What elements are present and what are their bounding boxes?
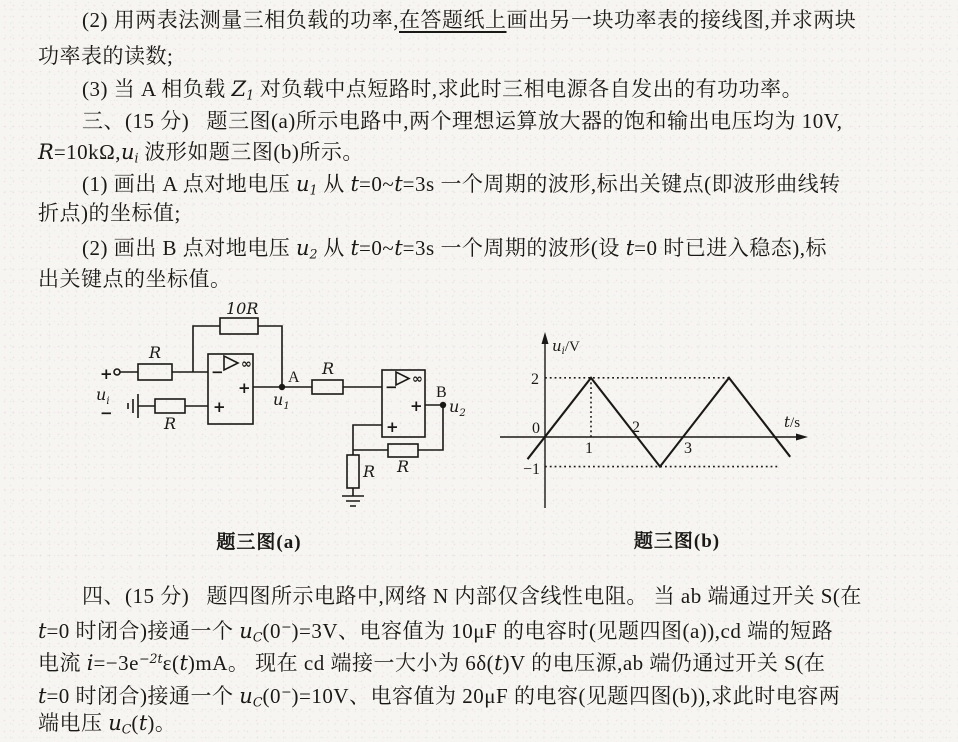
text-line-problem4-l3: 电流 $i=-3e^{-2t}\varepsilon(t)mA$。 现在 cd 端接一大小为 6δ(t)V 的电压源,ab 端仍通过开关 S(在 bbox=[38, 650, 826, 675]
text-line-p3-q2b: 出关键点的坐标值。 bbox=[38, 267, 232, 291]
resistor-feedback-2-label: R bbox=[397, 457, 410, 476]
u2-label: $u_2$ bbox=[449, 397, 466, 419]
input-plus-sign: + bbox=[100, 365, 113, 383]
node-a-label: A bbox=[288, 369, 300, 386]
opamp-2-infinity: ∞ bbox=[412, 372, 423, 387]
tick-y-neg1: −1 bbox=[522, 461, 540, 478]
tick-x-2: 2 bbox=[632, 419, 640, 436]
opamp-1 bbox=[208, 354, 253, 424]
opamp-2-plus-in: + bbox=[386, 418, 399, 436]
y-axis-label: ui/V bbox=[552, 337, 580, 357]
resistor-input-top-label: R bbox=[149, 343, 162, 362]
circuit-a-svg bbox=[60, 300, 480, 530]
opamp-1-plus-in: + bbox=[213, 398, 226, 416]
text-line-p3-q1b: 折点)的坐标值; bbox=[38, 201, 181, 225]
input-terminal-circle bbox=[114, 369, 120, 375]
resistor-feedback-10R bbox=[220, 318, 258, 334]
opamp-2 bbox=[382, 370, 425, 437]
x-axis-label: t/s bbox=[784, 413, 801, 431]
resistor-to-ground bbox=[347, 455, 359, 488]
input-ground-icon bbox=[128, 394, 138, 418]
resistor-to-ground-label: R bbox=[363, 462, 376, 481]
text-line-problem3-cont: R=10kΩ,ui 波形如题三图(b)所示。 bbox=[38, 140, 364, 166]
text-line-q2b: 功率表的读数; bbox=[38, 44, 174, 68]
caption-figure-a: 题三图(a) bbox=[216, 532, 302, 553]
resistor-feedback-2 bbox=[388, 444, 418, 457]
tick-y-0: 0 bbox=[532, 420, 540, 437]
opamp-1-infinity: ∞ bbox=[241, 357, 252, 372]
text-line-p3-q2a: (2) 画出 B 点对地电压 u2 从 t=0~t=3s 一个周期的波形(设 t=0 时已进入稳态),标 bbox=[82, 236, 827, 262]
caption-figure-b: 题三图(b) bbox=[633, 531, 721, 552]
resistor-10R-label: 10R bbox=[226, 300, 259, 318]
tick-x-3: 3 bbox=[684, 440, 692, 457]
text-line-problem4-head: 四、(15 分) 题四图所示电路中,网络 N 内部仅含线性电阻。 当 ab 端通过开关 S(在 bbox=[82, 584, 862, 608]
opamp-2-minus: − bbox=[385, 378, 398, 396]
resistor-input-bottom bbox=[155, 399, 185, 413]
resistor-input-bottom-label: R bbox=[164, 414, 177, 433]
opamp-2-triangle-icon bbox=[396, 372, 409, 385]
circuit-figure-a bbox=[60, 300, 480, 530]
u1-label: $u_1$ bbox=[273, 390, 290, 412]
resistor-mid-label: R bbox=[322, 359, 335, 378]
opamp-1-plus-out: + bbox=[238, 379, 251, 397]
text-line-problem4-l5: 端电压 uC(t)。 bbox=[38, 711, 177, 737]
opamp-1-triangle-icon bbox=[224, 356, 238, 370]
opamp-2-plus-out: + bbox=[410, 397, 423, 415]
waveform-line bbox=[528, 378, 791, 467]
input-minus-sign: − bbox=[100, 404, 113, 422]
waveform-svg bbox=[490, 320, 940, 510]
ground-icon bbox=[342, 496, 364, 506]
y-axis bbox=[542, 332, 549, 508]
tick-y-2: 2 bbox=[531, 371, 539, 388]
text-line-p3-q1a: (1) 画出 A 点对地电压 u1 从 t=0~t=3s 一个周期的波形,标出关键点(即波形曲线转 bbox=[82, 172, 841, 198]
input-terminal bbox=[96, 365, 120, 422]
resistor-mid bbox=[312, 380, 343, 394]
ui-source-label: $u_i$ bbox=[96, 385, 110, 407]
node-b-label: B bbox=[436, 384, 447, 401]
opamp-1-minus: − bbox=[211, 363, 224, 381]
waveform-figure-b bbox=[490, 320, 940, 510]
text-line-problem4-l2: t=0 时闭合)接通一个 uC(0−)=3V、电容值为 10μF 的电容时(见题四图(a)),cd 端的短路 bbox=[38, 618, 834, 645]
resistor-input-top bbox=[138, 364, 172, 380]
tick-x-1: 1 bbox=[585, 440, 593, 457]
text-line-q3: (3) 当 A 相负载 Z1 对负载中点短路时,求此时三相电源各自发出的有功功率。 bbox=[82, 77, 804, 103]
text-line-problem3-head: 三、(15 分) 题三图(a)所示电路中,两个理想运算放大器的饱和输出电压均为 10V, bbox=[82, 109, 843, 133]
text-line-q2a: (2) 用两表法测量三相负载的功率,在答题纸上画出另一块功率表的接线图,并求两块 bbox=[82, 8, 857, 32]
text-line-problem4-l4: t=0 时闭合)接通一个 uC(0−)=10V、电容值为 20μF 的电容(见题四图(b)),求此时电容两 bbox=[38, 683, 841, 710]
